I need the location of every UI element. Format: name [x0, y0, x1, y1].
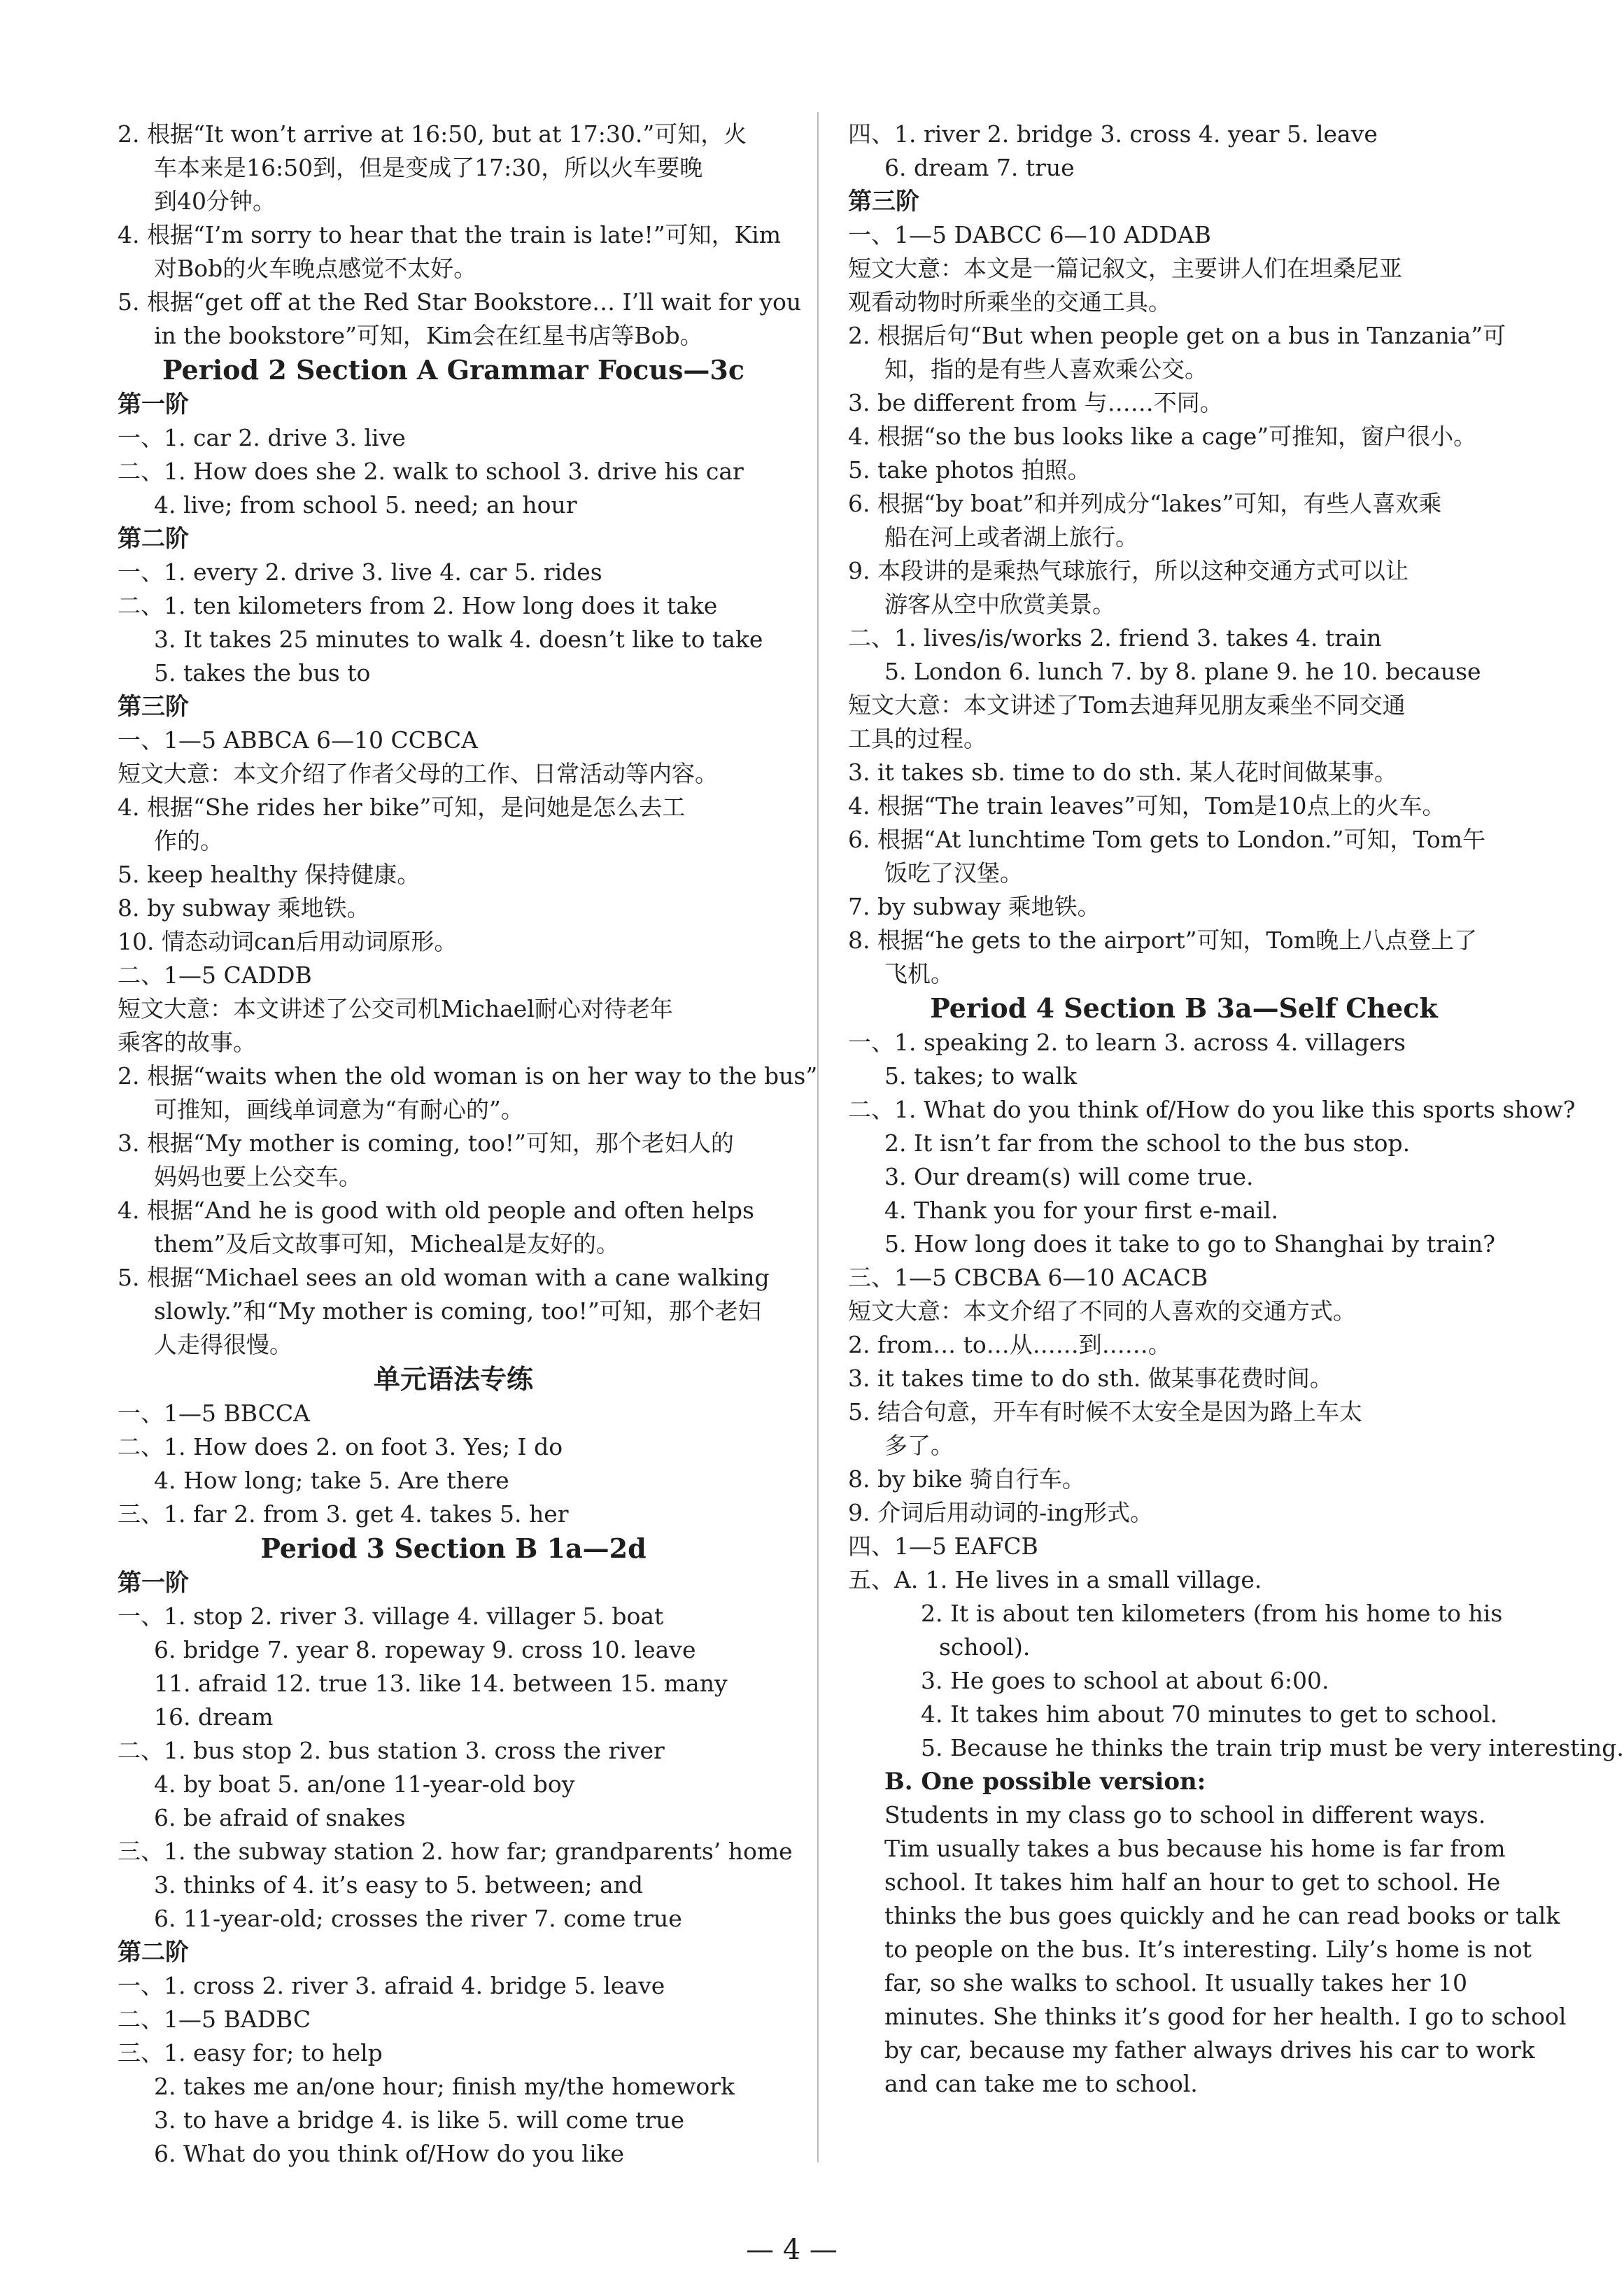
answer-line: 5. Because he thinks the train trip must be very interesting.	[921, 1734, 1624, 1761]
answer-line: 短文大意：本文讲述了公交司机Michael耐心对待老年	[118, 995, 673, 1022]
answer-line: 2. from… to…从……到……。	[848, 1331, 1171, 1358]
answer-line: 5. take photos 拍照。	[848, 456, 1091, 484]
answer-line: 短文大意：本文介绍了不同的人喜欢的交通方式。	[848, 1297, 1356, 1325]
answer-line: 一、1. car 2. drive 3. live	[118, 424, 406, 451]
answer-line: 4. Thank you for your first e-mail.	[884, 1197, 1278, 1224]
answer-line: 3. to have a bridge 4. is like 5. will come true	[154, 2106, 685, 2134]
answer-line: 四、1—5 EAFCB	[848, 1533, 1038, 1560]
answer-line: 四、1. river 2. bridge 3. cross 4. year 5. leave	[848, 120, 1378, 148]
answer-line: 6. be afraid of snakes	[154, 1804, 406, 1831]
answer-line: 短文大意：本文是一篇记叙文，主要讲人们在坦桑尼亚	[848, 255, 1402, 282]
answer-line: 2. takes me an/one hour; finish my/the homework	[154, 2073, 735, 2100]
answer-line: 3. it takes sb. time to do sth. 某人花时间做某事。	[848, 759, 1397, 786]
answer-line: 2. 根据“It won’t arrive at 16:50, but at 17:30.”可知，火	[118, 120, 747, 148]
answer-line: 3. thinks of 4. it’s easy to 5. between; and	[154, 1871, 643, 1899]
answer-line: 船在河上或者湖上旅行。	[884, 523, 1138, 551]
answer-line: 5. takes the bus to	[154, 659, 371, 686]
level-heading: 第二阶	[118, 525, 189, 553]
answer-line: school. It takes him half an hour to get to school. He	[884, 1868, 1501, 1896]
answer-line: minutes. She thinks it’s good for her health. I go to school	[884, 2003, 1567, 2030]
answer-line: 16. dream	[154, 1703, 274, 1731]
answer-line: 乘客的故事。	[118, 1029, 256, 1056]
answer-line: 二、1. ten kilometers from 2. How long does it take	[118, 592, 718, 619]
answer-line: Tim usually takes a bus because his home is far from	[884, 1835, 1506, 1862]
answer-line: 三、1. far 2. from 3. get 4. takes 5. her	[118, 1500, 569, 1528]
answer-line: in the bookstore”可知，Kim会在红星书店等Bob。	[154, 322, 703, 349]
section-heading: Period 3 Section B 1a—2d	[260, 1533, 647, 1564]
answer-line: 短文大意：本文介绍了作者父母的工作、日常活动等内容。	[118, 760, 718, 787]
answer-line: slowly.”和“My mother is coming, too!”可知，那个老妇	[154, 1297, 761, 1325]
answer-line: 2. It isn’t far from the school to the bus stop.	[884, 1129, 1411, 1157]
answer-line: 作的。	[154, 827, 223, 854]
answer-line: 8. by bike 骑自行车。	[848, 1465, 1085, 1493]
answer-line: 4. 根据“She rides her bike”可知，是问她是怎么去工	[118, 794, 686, 821]
answer-line: 工具的过程。	[848, 725, 987, 752]
answer-line: 5. How long does it take to go to Shanghai by train?	[884, 1230, 1495, 1258]
answer-line: 可推知，画线单词意为“有耐心的”。	[154, 1096, 524, 1123]
answer-line: 11. afraid 12. true 13. like 14. between 15. many	[154, 1670, 728, 1697]
answer-line: and can take me to school.	[884, 2070, 1198, 2097]
answer-line: 饭吃了汉堡。	[884, 859, 1023, 887]
answer-line: 7. by subway 乘地铁。	[848, 893, 1101, 920]
answer-line: 人走得很慢。	[154, 1331, 292, 1358]
answer-line: 一、1. speaking 2. to learn 3. across 4. villagers	[848, 1029, 1406, 1056]
level-heading: 第三阶	[118, 693, 189, 721]
answer-line: 4. 根据“I’m sorry to hear that the train is late!”可知，Kim	[118, 221, 782, 248]
answer-line: 4. 根据“so the bus looks like a cage”可推知，窗户很小。	[848, 423, 1477, 450]
answer-line: 5. London 6. lunch 7. by 8. plane 9. he 10. because	[884, 658, 1481, 685]
answer-line: 飞机。	[884, 960, 954, 987]
answer-line: far, so she walks to school. It usually takes her 10	[884, 1969, 1468, 1996]
answer-line: 3. be different from 与……不同。	[848, 389, 1223, 416]
answer-line: 二、1—5 BADBC	[118, 2006, 311, 2033]
level-heading: 第一阶	[118, 390, 189, 418]
answer-line: 二、1—5 CADDB	[118, 962, 312, 989]
answer-line: 二、1. lives/is/works 2. friend 3. takes 4. train	[848, 624, 1382, 651]
answer-line: 4. by boat 5. an/one 11-year-old boy	[154, 1770, 575, 1798]
answer-line: 三、1. the subway station 2. how far; grandparents’ home	[118, 1838, 793, 1865]
answer-line: school).	[939, 1633, 1031, 1661]
answer-line: 2. 根据“waits when the old woman is on her way to the bus”	[118, 1062, 818, 1090]
answer-line: 6. What do you think of/How do you like	[154, 2140, 625, 2167]
answer-line: 3. it takes time to do sth. 做某事花费时间。	[848, 1365, 1333, 1392]
answer-line: 3. 根据“My mother is coming, too!”可知，那个老妇人的	[118, 1129, 734, 1157]
level-heading: 第三阶	[848, 188, 919, 216]
answer-line: 一、1—5 BBCCA	[118, 1400, 310, 1427]
answer-line: 6. 11-year-old; crosses the river 7. come true	[154, 1905, 682, 1932]
answer-line: 五、A. 1. He lives in a small village.	[848, 1566, 1262, 1593]
answer-line: 6. dream 7. true	[884, 154, 1075, 181]
answer-line: 3. It takes 25 minutes to walk 4. doesn’t like to take	[154, 626, 763, 653]
answer-line: 5. keep healthy 保持健康。	[118, 861, 421, 888]
answer-line: 一、1—5 ABBCA 6—10 CCBCA	[118, 726, 478, 754]
answer-line: 2. It is about ten kilometers (from his home to his	[921, 1600, 1503, 1627]
answer-line: 3. Our dream(s) will come true.	[884, 1163, 1254, 1190]
right-column	[848, 118, 1624, 2101]
section-heading: Period 2 Section A Grammar Focus—3c	[162, 354, 745, 386]
answer-line: 4. It takes him about 70 minutes to get to school.	[921, 1700, 1498, 1728]
answer-line: 多了。	[884, 1432, 954, 1459]
answer-line: 游客从空中欣赏美景。	[884, 591, 1115, 618]
answer-line: by car, because my father always drives his car to work	[884, 2036, 1535, 2064]
answer-line: 二、1. bus stop 2. bus station 3. cross the river	[118, 1737, 665, 1764]
answer-line: 3. He goes to school at about 6:00.	[921, 1667, 1329, 1694]
column-divider	[817, 112, 819, 2162]
answer-line: 5. takes; to walk	[884, 1062, 1078, 1090]
left-column	[118, 118, 818, 2171]
answer-line: 4. live; from school 5. need; an hour	[154, 491, 577, 519]
answer-line: 10. 情态动词can后用动词原形。	[118, 928, 458, 955]
section-heading: 单元语法专练	[373, 1363, 533, 1395]
answer-line: thinks the bus goes quickly and he can read books or talk	[884, 1902, 1560, 1929]
level-heading: 第一阶	[118, 1569, 189, 1597]
page-number: — 4 —	[746, 2234, 838, 2266]
answer-line: 车本来是16:50到，但是变成了17:30，所以火车要晚	[154, 154, 703, 181]
answer-line: 一、1—5 DABCC 6—10 ADDAB	[848, 221, 1211, 248]
answer-line: 二、1. How does she 2. walk to school 3. drive his car	[118, 458, 744, 485]
answer-line: 三、1. easy for; to help	[118, 2039, 383, 2066]
answer-line: 观看动物时所乘坐的交通工具。	[848, 288, 1171, 316]
answer-line: 4. 根据“And he is good with old people and often helps	[118, 1197, 754, 1224]
answer-line: 二、1. What do you think of/How do you like this sports show?	[848, 1096, 1576, 1123]
level-heading: 第二阶	[118, 1938, 189, 1966]
answer-line: 2. 根据后句“But when people get on a bus in Tanzania”可	[848, 322, 1506, 349]
answer-line: 一、1. cross 2. river 3. afraid 4. bridge 5. leave	[118, 1972, 665, 1999]
answer-line: 三、1—5 CBCBA 6—10 ACACB	[848, 1264, 1208, 1291]
answer-line: 9. 本段讲的是乘热气球旅行，所以这种交通方式可以让	[848, 557, 1408, 584]
answer-line: 4. How long; take 5. Are there	[154, 1467, 509, 1494]
section-heading: Period 4 Section B 3a—Self Check	[930, 992, 1438, 1024]
answer-line: 短文大意：本文讲述了Tom去迪拜见朋友乘坐不同交通	[848, 691, 1406, 719]
answer-line: 8. 根据“he gets to the airport”可知，Tom晚上八点登上了	[848, 927, 1478, 954]
answer-line: 6. 根据“At lunchtime Tom gets to London.”可知，Tom午	[848, 826, 1486, 853]
answer-line: 8. by subway 乘地铁。	[118, 894, 370, 922]
answer-line: 对Bob的火车晚点感觉不太好。	[154, 255, 477, 282]
answer-line: 5. 结合句意，开车有时候不太安全是因为路上车太	[848, 1398, 1362, 1425]
answer-line: 到40分钟。	[154, 188, 276, 215]
level-heading: B. One possible version:	[884, 1768, 1206, 1796]
answer-line: 9. 介词后用动词的-ing形式。	[848, 1499, 1154, 1526]
answer-line: 妈妈也要上公交车。	[154, 1163, 362, 1190]
answer-line: 6. 根据“by boat”和并列成分“lakes”可知，有些人喜欢乘	[848, 490, 1442, 517]
answer-line: 5. 根据“Michael sees an old woman with a cane walking	[118, 1264, 770, 1291]
answer-line: 知，指的是有些人喜欢乘公交。	[884, 355, 1208, 383]
answer-line: to people on the bus. It’s interesting. Lily’s home is not	[884, 1936, 1532, 1963]
answer-line: 4. 根据“The train leaves”可知，Tom是10点上的火车。	[848, 792, 1446, 819]
answer-line: 6. bridge 7. year 8. ropeway 9. cross 10. leave	[154, 1636, 696, 1663]
answer-line: 一、1. every 2. drive 3. live 4. car 5. rides	[118, 558, 602, 586]
answer-line: them”及后文故事可知，Micheal是友好的。	[154, 1230, 620, 1258]
answer-line: Students in my class go to school in different ways.	[884, 1801, 1486, 1829]
answer-line: 一、1. stop 2. river 3. village 4. villager 5. boat	[118, 1603, 664, 1630]
answer-line: 5. 根据“get off at the Red Star Bookstore… I’ll wait for you	[118, 288, 802, 316]
answer-line: 二、1. How does 2. on foot 3. Yes; I do	[118, 1433, 563, 1460]
